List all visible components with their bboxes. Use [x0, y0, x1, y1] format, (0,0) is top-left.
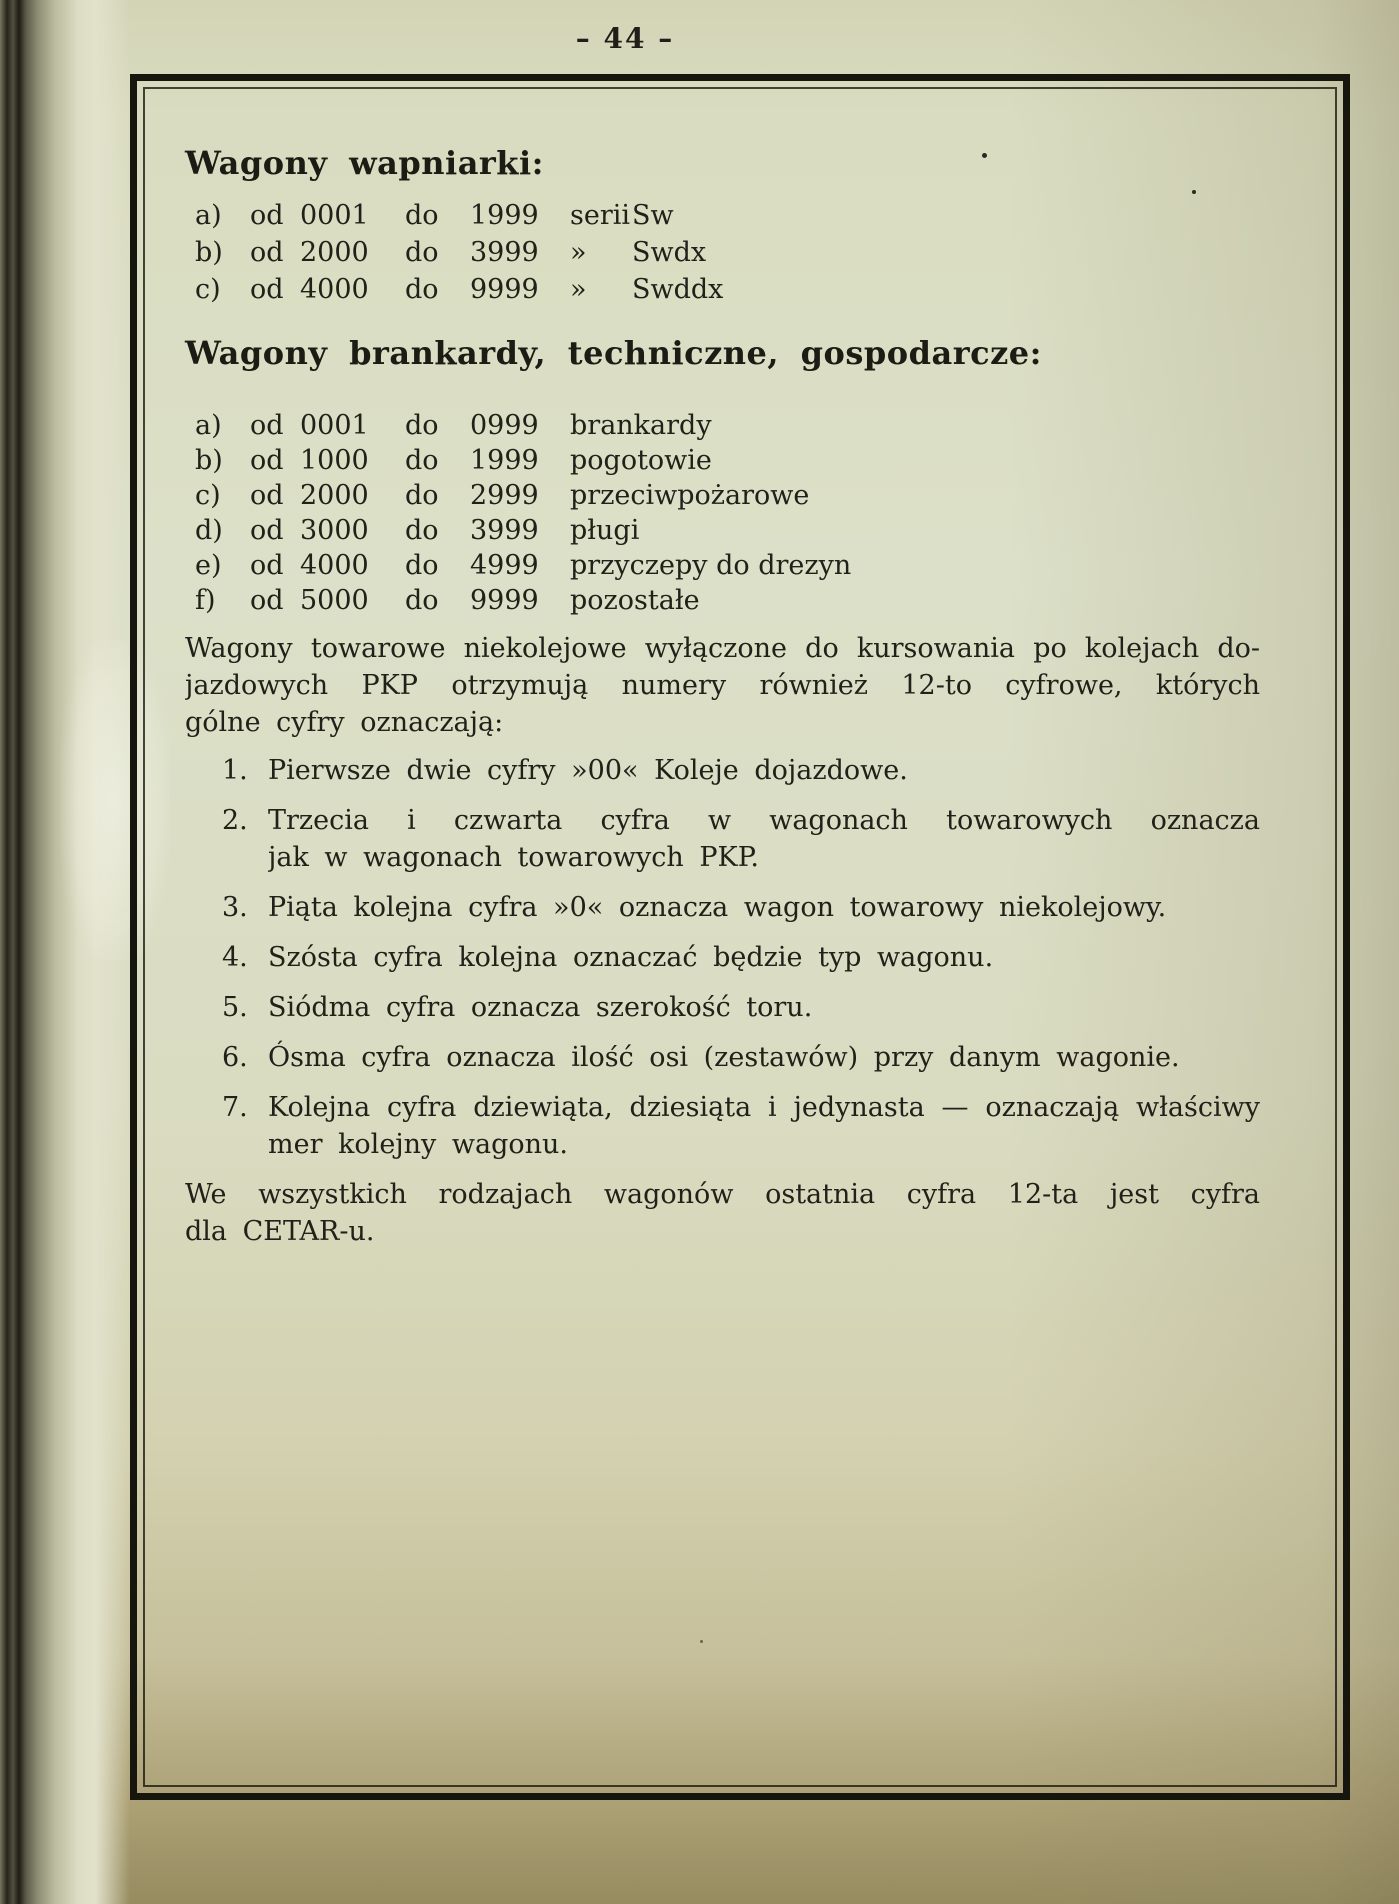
- page-number: – 44 –: [575, 22, 675, 55]
- row-word-do: do: [405, 200, 439, 231]
- row-word-od: od: [250, 515, 284, 546]
- item-line: Pierwsze dwie cyfry »00« Koleje dojazdowe.: [268, 755, 908, 786]
- row-word-do: do: [405, 480, 439, 511]
- numbered-item: [185, 752, 1260, 789]
- row-word-do: do: [405, 550, 439, 581]
- section-heading-brankardy: Wagony brankardy, techniczne, gospodarcze:: [185, 334, 1042, 372]
- row-word-do: do: [405, 274, 439, 305]
- paragraph-line: Wagony towarowe niekolejowe wyłączone do kursowania po kolejach do-: [185, 633, 1260, 664]
- wagon-range-row: [185, 234, 1260, 271]
- item-line: Szósta cyfra kolejna oznaczać będzie typ wagonu.: [268, 942, 994, 973]
- wagon-range-row: [185, 442, 1260, 477]
- brankardy-list: [185, 407, 1260, 617]
- section-heading-wapniarki: Wagony wapniarki:: [185, 144, 544, 182]
- row-from: 4000: [300, 550, 369, 581]
- numbered-item: [185, 1039, 1260, 1076]
- row-word-do: do: [405, 410, 439, 441]
- row-type-name: przyczepy do drezyn: [570, 550, 852, 581]
- item-number: 5.: [222, 992, 248, 1023]
- row-to: 0999: [470, 410, 539, 441]
- row-from: 0001: [300, 410, 369, 441]
- wagon-range-row: [185, 477, 1260, 512]
- row-to: 9999: [470, 274, 539, 305]
- row-label: b): [195, 237, 223, 268]
- item-line: jak w wagonach towarowych PKP.: [268, 842, 759, 873]
- row-word-od: od: [250, 550, 284, 581]
- paragraph-line: We wszystkich rodzajach wagonów ostatnia cyfra 12-ta jest cyfra: [185, 1179, 1260, 1210]
- row-from: 4000: [300, 274, 369, 305]
- item-number: 7.: [222, 1092, 248, 1123]
- wagon-range-row: [185, 582, 1260, 617]
- row-to: 1999: [470, 445, 539, 476]
- row-series-name: Swdx: [632, 237, 707, 268]
- row-label: f): [195, 585, 216, 616]
- row-label: c): [195, 480, 221, 511]
- wagon-range-row: [185, 407, 1260, 442]
- item-line: Ósma cyfra oznacza ilość osi (zestawów) przy danym wagonie.: [268, 1042, 1180, 1073]
- row-from: 2000: [300, 480, 369, 511]
- row-serii: serii: [570, 200, 631, 231]
- row-to: 3999: [470, 237, 539, 268]
- scan-speck: [700, 1640, 703, 1643]
- row-type-name: pozostałe: [570, 585, 700, 616]
- row-serii: »: [570, 274, 587, 305]
- row-to: 3999: [470, 515, 539, 546]
- paragraph-line: gólne cyfry oznaczają:: [185, 707, 504, 738]
- row-to: 1999: [470, 200, 539, 231]
- row-word-do: do: [405, 445, 439, 476]
- row-series-name: Sw: [632, 200, 674, 231]
- row-from: 2000: [300, 237, 369, 268]
- paragraph-line: jazdowych PKP otrzymują numery również 12-to cyfrowe, których: [185, 670, 1260, 701]
- item-number: 1.: [222, 755, 248, 786]
- item-line: Piąta kolejna cyfra »0« oznacza wagon towarowy niekolejowy.: [268, 892, 1167, 923]
- item-number: 4.: [222, 942, 248, 973]
- numbered-item: [185, 939, 1260, 976]
- row-to: 9999: [470, 585, 539, 616]
- row-label: b): [195, 445, 223, 476]
- row-from: 0001: [300, 200, 369, 231]
- closing-paragraph: [185, 1176, 1260, 1250]
- numbered-list: [185, 752, 1260, 1163]
- row-word-od: od: [250, 200, 284, 231]
- row-label: d): [195, 515, 223, 546]
- row-from: 3000: [300, 515, 369, 546]
- numbered-item: [185, 989, 1260, 1026]
- paragraph-line: dla CETAR-u.: [185, 1216, 375, 1247]
- row-to: 4999: [470, 550, 539, 581]
- row-word-od: od: [250, 237, 284, 268]
- row-word-do: do: [405, 585, 439, 616]
- item-line: Kolejna cyfra dziewiąta, dziesiąta i jedynasta — oznaczają właściwy: [268, 1092, 1260, 1123]
- item-line: Siódma cyfra oznacza szerokość toru.: [268, 992, 813, 1023]
- row-word-od: od: [250, 480, 284, 511]
- page-content: [185, 81, 1260, 1250]
- wapniarki-list: [185, 197, 1260, 308]
- row-serii: »: [570, 237, 587, 268]
- row-word-od: od: [250, 585, 284, 616]
- row-type-name: pługi: [570, 515, 640, 546]
- row-label: c): [195, 274, 221, 305]
- numbered-item: [185, 802, 1260, 876]
- row-to: 2999: [470, 480, 539, 511]
- row-type-name: przeciwpożarowe: [570, 480, 810, 511]
- wagon-range-row: [185, 547, 1260, 582]
- item-line: Trzecia i czwarta cyfra w wagonach towarowych oznacza: [268, 805, 1260, 836]
- row-type-name: brankardy: [570, 410, 712, 441]
- row-from: 5000: [300, 585, 369, 616]
- row-from: 1000: [300, 445, 369, 476]
- row-label: e): [195, 550, 222, 581]
- row-word-od: od: [250, 445, 284, 476]
- wagon-range-row: [185, 197, 1260, 234]
- wagon-range-row: [185, 271, 1260, 308]
- row-series-name: Swddx: [632, 274, 724, 305]
- row-word-od: od: [250, 274, 284, 305]
- item-line: mer kolejny wagonu.: [268, 1129, 569, 1160]
- item-number: 6.: [222, 1042, 248, 1073]
- item-number: 2.: [222, 805, 248, 836]
- numbered-item: [185, 889, 1260, 926]
- row-word-od: od: [250, 410, 284, 441]
- row-word-do: do: [405, 515, 439, 546]
- wagon-range-row: [185, 512, 1260, 547]
- item-number: 3.: [222, 892, 248, 923]
- numbered-item: [185, 1089, 1260, 1163]
- row-word-do: do: [405, 237, 439, 268]
- row-type-name: pogotowie: [570, 445, 712, 476]
- intro-paragraph: [185, 630, 1260, 741]
- row-label: a): [195, 410, 222, 441]
- row-label: a): [195, 200, 222, 231]
